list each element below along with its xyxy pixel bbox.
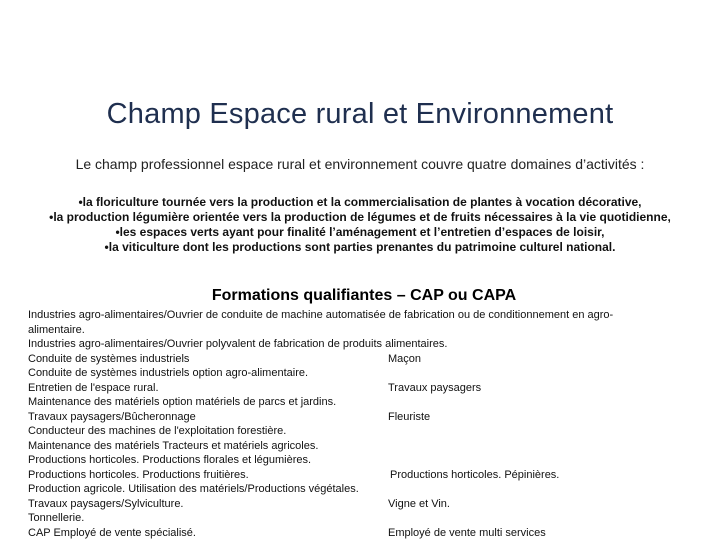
page-title: Champ Espace rural et Environnement [106, 98, 614, 130]
domain-item: •la production légumière orientée vers la production de légumes et de fruits nécessaires à la vie quotidienne, [49, 210, 671, 224]
intro-text: Le champ professionnel espace rural et environnement couvre quatre domaines d’activités : [75, 156, 645, 172]
formation-left: Travaux paysagers/Bûcheronnage [28, 410, 196, 423]
formation-row [28, 308, 668, 337]
formation-row [28, 337, 718, 352]
formation-right: Maçon [388, 352, 422, 365]
formation-left: Travaux paysagers/Sylviculture. [28, 497, 184, 510]
formation-left: Entretien de l'espace rural. [28, 381, 159, 394]
domain-item: •la floriculture tournée vers la production et la commercialisation de plantes à vocation décorative, [78, 195, 642, 209]
formation-left: Conducteur des machines de l'exploitation forestière. [28, 425, 287, 437]
formation-row [28, 381, 718, 396]
domains-list [0, 195, 720, 255]
formation-row [28, 424, 718, 439]
formations-title: Formations qualifiantes – CAP ou CAPA [211, 287, 517, 304]
formation-left: Industries agro-alimentaires/Ouvrier polyvalent de fabrication de produits alimentaires. [28, 338, 448, 350]
formation-left: Maintenance des matériels option matériels de parcs et jardins. [28, 396, 337, 408]
formation-row [28, 453, 718, 468]
formations-list [28, 308, 718, 540]
formation-left: Productions horticoles. Productions florales et légumières. [28, 454, 312, 466]
formation-right: Fleuriste [388, 410, 431, 423]
formation-row [28, 439, 718, 454]
formation-right: Travaux paysagers [388, 381, 482, 394]
formation-right: Employé de vente multi services [388, 526, 546, 539]
formation-row [28, 366, 718, 381]
formation-row [28, 482, 718, 497]
domain-item: •la viticulture dont les productions sont parties prenantes du patrimoine culturel national. [104, 240, 616, 254]
formation-row [28, 352, 718, 367]
formation-row [28, 468, 718, 483]
formation-left: Conduite de systèmes industriels [28, 352, 190, 365]
formation-row [28, 497, 718, 512]
formation-left: Tonnellerie. [28, 512, 85, 524]
domain-item: •les espaces verts ayant pour finalité l’aménagement et l’entretien d’espaces de loisir, [115, 225, 605, 239]
formation-row [28, 395, 718, 410]
formation-left: Conduite de systèmes industriels option agro-alimentaire. [28, 367, 309, 379]
formation-right: Productions horticoles. Pépinières. [390, 468, 560, 481]
formation-row [28, 410, 718, 425]
formation-left: Maintenance des matériels Tracteurs et matériels agricoles. [28, 439, 319, 452]
formation-left: CAP Employé de vente spécialisé. [28, 526, 196, 539]
formation-left: Production agricole. Utilisation des matériels/Productions végétales. [28, 483, 359, 495]
formation-row [28, 526, 718, 540]
formation-left: Industries agro-alimentaires/Ouvrier de conduite de machine automatisée de fabrication ou de conditionnement en agro-alimentaire. [28, 309, 614, 336]
formation-left: Productions horticoles. Productions fruitières. [28, 468, 249, 481]
formation-row [28, 511, 718, 526]
formation-right: Vigne et Vin. [388, 497, 450, 510]
